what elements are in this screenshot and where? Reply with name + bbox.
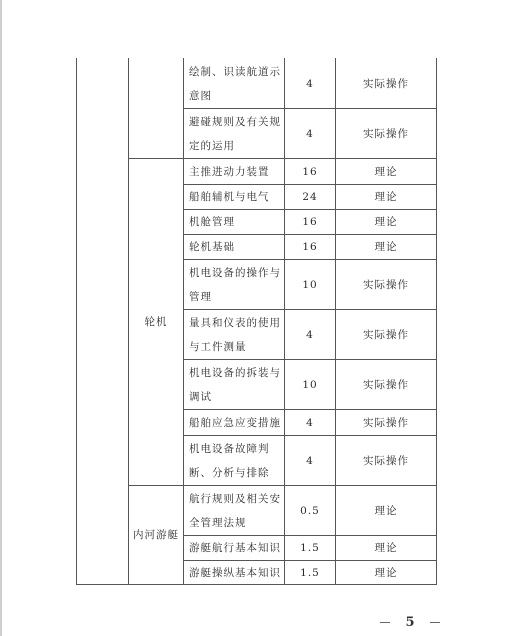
table-cell-hours: 4: [306, 77, 314, 90]
table-cell-hours: 1.5: [300, 566, 320, 579]
table-cell-method: 实际操作: [363, 127, 409, 140]
table-cell-hours: 10: [302, 378, 318, 391]
table-cell-content: 机电设备的拆装与调试: [189, 366, 281, 403]
table-cell-content: 机电设备的操作与管理: [189, 266, 281, 303]
table-cell-content: 船舶辅机与电气: [189, 191, 270, 203]
table-cell-hours: 4: [306, 454, 314, 467]
table-cell-method: 实际操作: [363, 77, 409, 90]
table-cell-method: 实际操作: [363, 378, 409, 391]
table-cell-method: 实际操作: [363, 278, 409, 291]
table-cell-method: 实际操作: [363, 416, 409, 429]
table-cell-hours: 4: [306, 127, 314, 140]
table-cell-method: 理论: [374, 504, 398, 517]
table-cell-hours: 10: [302, 278, 318, 291]
table-cell-content: 主推进动力装置: [189, 165, 270, 178]
table-cell-content: 机舱管理: [189, 216, 235, 228]
table-cell-content: 游艇航行基本知识: [189, 542, 281, 554]
footer-dash-left: [380, 622, 390, 623]
group-label-youting: 内河游艇: [133, 529, 179, 541]
training-table: [76, 58, 437, 585]
table-cell-content: 机电设备故障判断、分析与排除: [189, 442, 270, 479]
table-cell-method: 理论: [374, 566, 398, 579]
table-cell-method: 理论: [374, 165, 398, 178]
table-cell-hours: 4: [306, 328, 314, 341]
table-cell-hours: 0.5: [300, 504, 320, 517]
table-cell-content: 避碰规则及有关规定的运用: [189, 115, 281, 152]
table-cell-hours: 16: [302, 165, 318, 178]
page-edge: [0, 0, 2, 636]
table-cell-hours: 1.5: [300, 542, 320, 554]
table-cell-hours: 24: [302, 191, 318, 203]
table-border-right: [436, 58, 437, 585]
table-cell-content: 航行规则及相关安全管理法规: [189, 492, 281, 529]
table-cell-content: 轮机基础: [189, 241, 235, 253]
table-cell-content: 绘制、识读航道示意图: [189, 65, 281, 102]
table-cell-method: 理论: [374, 216, 398, 228]
group-label-lunji: 轮机: [144, 316, 168, 328]
footer-dash-right: [430, 622, 440, 623]
table-cell-method: 理论: [374, 241, 398, 253]
table-border-left: [76, 58, 77, 585]
table-cell-method: 实际操作: [363, 454, 409, 467]
table-cell-content: 游艇操纵基本知识: [189, 566, 281, 579]
table-cell-hours: 16: [302, 241, 318, 253]
table-cell-method: 理论: [374, 542, 398, 554]
page-number: 5: [405, 614, 415, 630]
table-cell-method: 理论: [374, 191, 398, 203]
table-cell-hours: 16: [302, 216, 318, 228]
table-cell-content: 船舶应急应变措施: [189, 416, 281, 429]
table-cell-hours: 4: [306, 416, 314, 429]
table-cell-method: 实际操作: [363, 328, 409, 341]
page-footer: [380, 612, 440, 632]
table-cell-content: 量具和仪表的使用与工件测量: [189, 316, 281, 353]
